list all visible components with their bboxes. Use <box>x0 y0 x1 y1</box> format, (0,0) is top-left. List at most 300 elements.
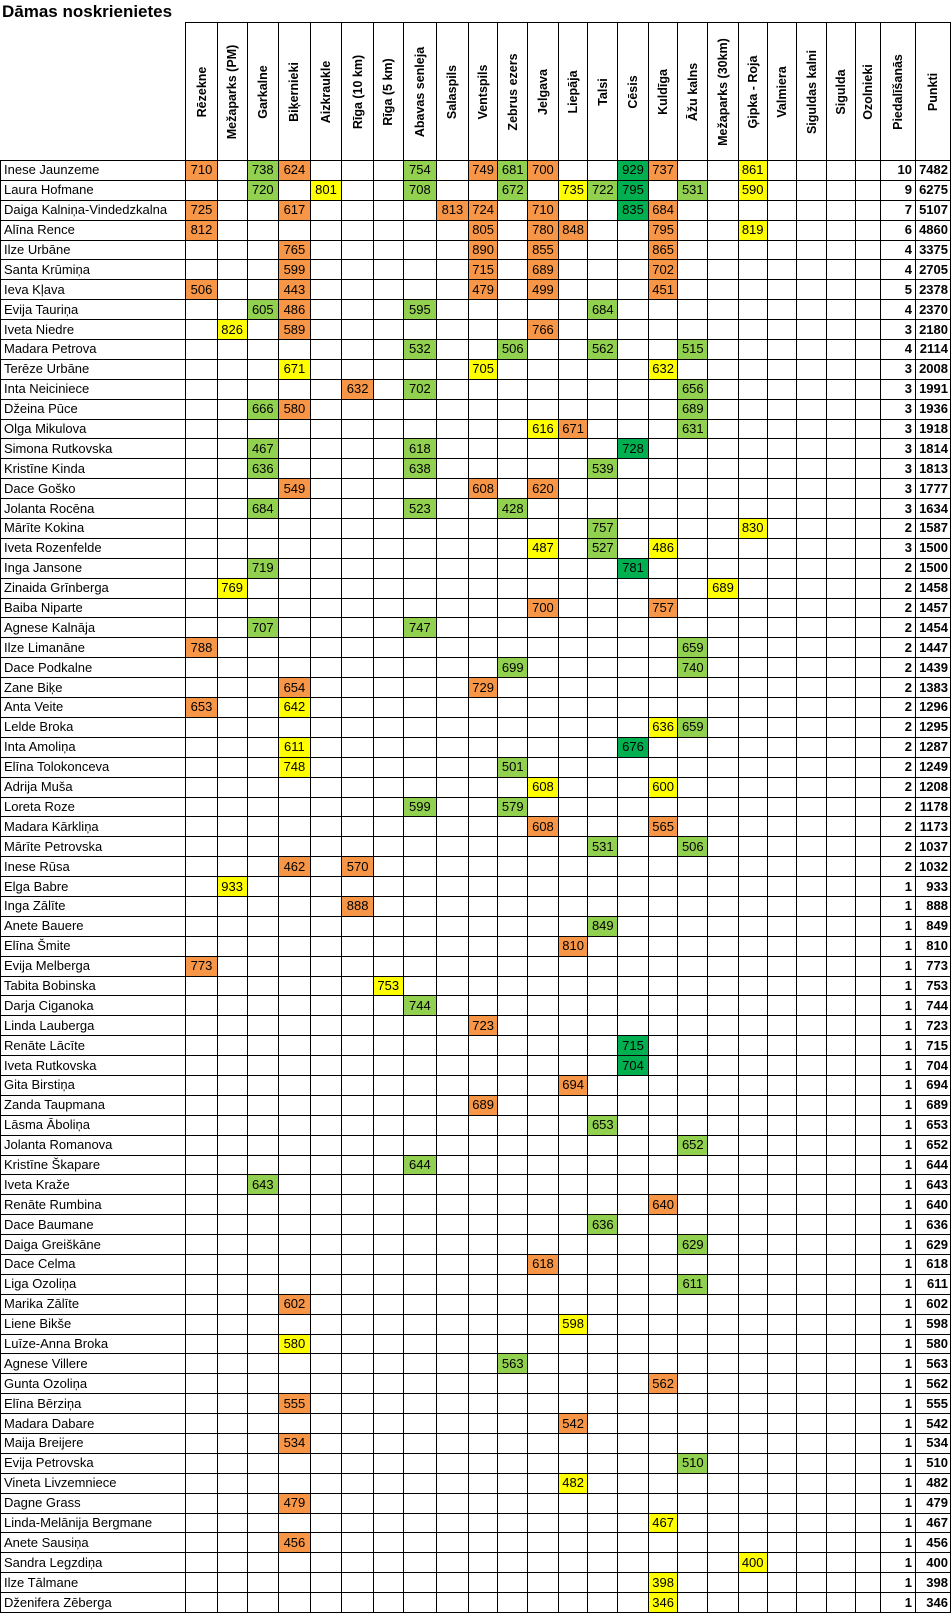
score-cell <box>558 240 588 260</box>
total-points: 2008 <box>915 359 950 379</box>
score-cell <box>708 1135 739 1155</box>
score-cell <box>855 817 880 837</box>
total-points: 1587 <box>915 519 950 539</box>
score-cell <box>217 956 247 976</box>
score-cell <box>648 419 678 439</box>
score-cell <box>247 1414 279 1434</box>
score-cell <box>618 499 649 519</box>
score-cell <box>498 678 528 698</box>
total-points: 6275 <box>915 180 950 200</box>
score-cell <box>498 638 528 658</box>
total-points: 1458 <box>915 578 950 598</box>
score-cell <box>797 1274 827 1294</box>
score-cell <box>708 618 739 638</box>
score-cell <box>217 1254 247 1274</box>
score-cell <box>738 340 767 360</box>
participation-count: 2 <box>880 558 915 578</box>
score-cell <box>708 359 739 379</box>
score-cell <box>403 1075 437 1095</box>
score-cell <box>247 837 279 857</box>
score-cell <box>678 1215 708 1235</box>
header-row <box>1 23 951 161</box>
score-cell: 676 <box>618 737 649 757</box>
score-cell <box>558 996 588 1016</box>
score-cell <box>437 1533 469 1553</box>
score-cell <box>186 837 218 857</box>
score-cell <box>678 598 708 618</box>
score-cell <box>342 1394 374 1414</box>
score-cell <box>437 1215 469 1235</box>
score-cell <box>498 1155 528 1175</box>
column-header <box>915 23 950 161</box>
score-cell <box>528 459 559 479</box>
score-cell <box>186 1513 218 1533</box>
table-row <box>1 479 951 499</box>
score-cell <box>468 956 498 976</box>
score-cell: 467 <box>648 1513 678 1533</box>
score-cell <box>618 1155 649 1175</box>
score-cell <box>342 618 374 638</box>
participation-count: 1 <box>880 1155 915 1175</box>
page-title: Dāmas noskrienietes <box>2 2 173 21</box>
participation-count: 1 <box>880 1553 915 1573</box>
score-cell: 632 <box>342 379 374 399</box>
score-cell <box>648 1095 678 1115</box>
score-cell: 487 <box>528 538 559 558</box>
score-cell <box>648 877 678 897</box>
score-cell <box>468 618 498 638</box>
score-cell <box>558 877 588 897</box>
total-points: 1454 <box>915 618 950 638</box>
score-cell <box>437 916 469 936</box>
score-cell <box>827 1254 856 1274</box>
score-cell <box>498 1075 528 1095</box>
score-cell <box>618 1533 649 1553</box>
score-cell <box>855 618 880 638</box>
score-cell <box>528 1334 559 1354</box>
score-cell <box>342 817 374 837</box>
score-cell <box>217 1414 247 1434</box>
score-cell <box>797 717 827 737</box>
total-points: 456 <box>915 1533 950 1553</box>
score-cell <box>618 1394 649 1414</box>
score-cell <box>279 797 311 817</box>
score-cell <box>186 1155 218 1175</box>
score-cell <box>437 1593 469 1613</box>
score-cell <box>310 737 342 757</box>
score-cell <box>498 260 528 280</box>
score-cell <box>403 1354 437 1374</box>
score-cell <box>528 956 559 976</box>
score-cell <box>310 558 342 578</box>
score-cell <box>738 678 767 698</box>
score-cell <box>708 340 739 360</box>
participation-count: 1 <box>880 1115 915 1135</box>
score-cell: 689 <box>708 578 739 598</box>
score-cell <box>827 1115 856 1135</box>
score-cell: 729 <box>468 678 498 698</box>
score-cell <box>373 1155 403 1175</box>
score-cell <box>437 439 469 459</box>
score-cell <box>373 1056 403 1076</box>
participation-count: 1 <box>880 1334 915 1354</box>
score-cell <box>279 777 311 797</box>
participation-count: 1 <box>880 1493 915 1513</box>
score-cell <box>558 916 588 936</box>
score-cell <box>618 538 649 558</box>
score-cell <box>827 180 856 200</box>
score-cell <box>738 379 767 399</box>
column-header-label: Zebrus ezers <box>505 52 520 131</box>
score-cell <box>217 240 247 260</box>
table-row <box>1 220 951 240</box>
score-cell <box>738 459 767 479</box>
score-cell <box>217 538 247 558</box>
score-cell <box>678 240 708 260</box>
score-cell <box>403 280 437 300</box>
score-cell <box>310 1075 342 1095</box>
score-cell <box>855 1593 880 1613</box>
score-cell <box>342 1533 374 1553</box>
score-cell <box>558 1334 588 1354</box>
score-cell <box>678 916 708 936</box>
score-cell <box>588 976 618 996</box>
total-points: 1032 <box>915 857 950 877</box>
score-cell <box>855 300 880 320</box>
total-points: 694 <box>915 1075 950 1095</box>
participation-count: 2 <box>880 717 915 737</box>
participation-count: 1 <box>880 936 915 956</box>
score-cell <box>468 916 498 936</box>
score-cell <box>797 638 827 658</box>
total-points: 753 <box>915 976 950 996</box>
score-cell <box>403 1414 437 1434</box>
score-cell <box>528 1095 559 1115</box>
score-cell <box>468 1573 498 1593</box>
score-cell <box>588 479 618 499</box>
score-cell <box>279 877 311 897</box>
score-cell <box>217 379 247 399</box>
total-points: 1439 <box>915 658 950 678</box>
score-cell <box>618 1175 649 1195</box>
score-cell <box>797 1115 827 1135</box>
score-cell: 890 <box>468 240 498 260</box>
score-cell <box>186 1453 218 1473</box>
score-cell <box>342 320 374 340</box>
score-cell <box>708 797 739 817</box>
score-cell <box>558 300 588 320</box>
score-cell <box>797 956 827 976</box>
score-cell <box>797 1215 827 1235</box>
score-cell <box>797 1056 827 1076</box>
score-cell <box>618 399 649 419</box>
score-cell <box>310 1016 342 1036</box>
score-cell <box>310 439 342 459</box>
score-cell <box>498 419 528 439</box>
score-cell <box>279 1254 311 1274</box>
score-cell <box>708 1593 739 1613</box>
column-header <box>738 23 767 161</box>
score-cell <box>310 459 342 479</box>
score-cell <box>618 1016 649 1036</box>
score-cell <box>468 1036 498 1056</box>
score-cell <box>498 1334 528 1354</box>
score-cell <box>797 1314 827 1334</box>
score-cell <box>767 638 797 658</box>
score-cell <box>279 1354 311 1374</box>
score-cell <box>797 240 827 260</box>
score-cell <box>468 1155 498 1175</box>
score-cell <box>186 1493 218 1513</box>
score-cell <box>708 1394 739 1414</box>
participation-count: 4 <box>880 300 915 320</box>
score-cell <box>558 1195 588 1215</box>
participation-count: 1 <box>880 996 915 1016</box>
table-row <box>1 1095 951 1115</box>
score-cell <box>648 1394 678 1414</box>
runner-name: Agnese Villere <box>1 1354 186 1374</box>
score-cell <box>217 1493 247 1513</box>
score-cell <box>558 717 588 737</box>
score-cell <box>648 1414 678 1434</box>
score-cell <box>588 1195 618 1215</box>
score-cell: 565 <box>648 817 678 837</box>
score-cell <box>342 180 374 200</box>
score-cell <box>437 359 469 379</box>
score-cell <box>618 1294 649 1314</box>
score-cell: 608 <box>528 817 559 837</box>
score-cell <box>186 379 218 399</box>
runner-name: Daiga Kalniņa-Vindedzkalna <box>1 200 186 220</box>
score-cell <box>310 1513 342 1533</box>
score-cell <box>528 558 559 578</box>
score-cell <box>708 1354 739 1374</box>
score-cell <box>342 1254 374 1274</box>
score-cell <box>279 1155 311 1175</box>
score-cell <box>528 1075 559 1095</box>
score-cell <box>373 1115 403 1135</box>
score-cell <box>558 538 588 558</box>
score-cell <box>827 280 856 300</box>
score-cell <box>437 817 469 837</box>
score-cell: 595 <box>403 300 437 320</box>
total-points: 346 <box>915 1593 950 1613</box>
score-cell <box>678 896 708 916</box>
score-cell <box>373 1553 403 1573</box>
score-cell <box>708 180 739 200</box>
score-cell <box>708 499 739 519</box>
table-row <box>1 598 951 618</box>
score-cell <box>342 340 374 360</box>
score-cell: 631 <box>678 419 708 439</box>
participation-count: 3 <box>880 419 915 439</box>
score-cell <box>373 1573 403 1593</box>
score-cell <box>468 1334 498 1354</box>
runner-name: Liga Ozoliņa <box>1 1274 186 1294</box>
score-cell: 643 <box>247 1175 279 1195</box>
score-cell <box>738 1115 767 1135</box>
score-cell <box>767 161 797 181</box>
score-cell <box>528 1016 559 1036</box>
score-cell <box>217 837 247 857</box>
score-cell <box>618 1235 649 1255</box>
total-points: 652 <box>915 1135 950 1155</box>
score-cell <box>528 1453 559 1473</box>
score-cell <box>528 1573 559 1593</box>
score-cell <box>342 1314 374 1334</box>
score-cell <box>247 1593 279 1613</box>
score-cell <box>468 1394 498 1414</box>
score-cell <box>498 1394 528 1414</box>
score-cell <box>827 857 856 877</box>
score-cell: 720 <box>247 180 279 200</box>
score-cell <box>247 240 279 260</box>
score-cell <box>528 896 559 916</box>
score-cell <box>186 1175 218 1195</box>
name-column-header <box>1 23 186 161</box>
score-cell <box>403 877 437 897</box>
score-cell <box>437 837 469 857</box>
score-cell <box>618 638 649 658</box>
score-cell <box>468 598 498 618</box>
table-row <box>1 260 951 280</box>
score-cell <box>738 1434 767 1454</box>
score-cell <box>648 678 678 698</box>
score-cell <box>588 618 618 638</box>
score-cell <box>342 916 374 936</box>
score-cell <box>186 1374 218 1394</box>
score-cell <box>437 1135 469 1155</box>
score-cell <box>767 1473 797 1493</box>
score-cell <box>588 220 618 240</box>
score-cell <box>342 1473 374 1493</box>
score-cell <box>373 1394 403 1414</box>
score-cell <box>342 598 374 618</box>
score-cell <box>310 698 342 718</box>
score-cell <box>708 1195 739 1215</box>
total-points: 1287 <box>915 737 950 757</box>
score-cell <box>528 1394 559 1414</box>
score-cell <box>310 1215 342 1235</box>
score-cell <box>738 1274 767 1294</box>
participation-count: 1 <box>880 976 915 996</box>
score-cell <box>797 419 827 439</box>
score-cell <box>708 837 739 857</box>
score-cell <box>618 1254 649 1274</box>
score-cell <box>797 1294 827 1314</box>
score-cell: 479 <box>468 280 498 300</box>
score-cell <box>468 1254 498 1274</box>
score-cell <box>678 757 708 777</box>
score-cell <box>373 240 403 260</box>
score-cell <box>797 817 827 837</box>
total-points: 636 <box>915 1215 950 1235</box>
score-cell <box>342 1593 374 1613</box>
score-cell <box>767 399 797 419</box>
score-cell <box>373 1016 403 1036</box>
score-cell <box>588 240 618 260</box>
score-cell <box>186 1195 218 1215</box>
score-cell <box>217 1334 247 1354</box>
score-cell <box>403 419 437 439</box>
score-cell <box>403 857 437 877</box>
score-cell <box>678 220 708 240</box>
score-cell <box>855 1115 880 1135</box>
score-cell <box>855 1135 880 1155</box>
score-cell <box>310 618 342 638</box>
table-row <box>1 419 951 439</box>
table-row <box>1 817 951 837</box>
score-cell <box>618 300 649 320</box>
score-cell <box>797 280 827 300</box>
score-cell <box>279 1235 311 1255</box>
column-header <box>855 23 880 161</box>
score-cell <box>437 300 469 320</box>
score-cell <box>855 896 880 916</box>
score-cell: 636 <box>247 459 279 479</box>
participation-count: 1 <box>880 1434 915 1454</box>
score-cell <box>708 1095 739 1115</box>
score-cell <box>373 1195 403 1215</box>
participation-count: 10 <box>880 161 915 181</box>
score-cell <box>498 1374 528 1394</box>
score-cell: 618 <box>403 439 437 459</box>
total-points: 1447 <box>915 638 950 658</box>
score-cell <box>767 757 797 777</box>
score-cell <box>373 777 403 797</box>
score-cell <box>437 1493 469 1513</box>
score-cell <box>342 1056 374 1076</box>
score-cell <box>468 459 498 479</box>
runner-name: Dženifera Zēberga <box>1 1593 186 1613</box>
score-cell <box>468 399 498 419</box>
score-cell: 781 <box>618 558 649 578</box>
score-cell <box>855 379 880 399</box>
score-cell <box>767 320 797 340</box>
participation-count: 2 <box>880 857 915 877</box>
score-cell <box>855 1513 880 1533</box>
score-cell <box>588 717 618 737</box>
score-cell <box>247 1513 279 1533</box>
score-cell <box>342 1036 374 1056</box>
score-cell <box>342 1294 374 1314</box>
score-cell <box>247 340 279 360</box>
score-cell <box>738 817 767 837</box>
score-cell <box>186 419 218 439</box>
score-cell <box>678 1553 708 1573</box>
score-cell <box>342 519 374 539</box>
column-header <box>797 23 827 161</box>
score-cell <box>279 459 311 479</box>
score-cell: 765 <box>279 240 311 260</box>
score-cell: 611 <box>678 1274 708 1294</box>
score-cell: 346 <box>648 1593 678 1613</box>
score-cell: 707 <box>247 618 279 638</box>
score-cell <box>738 280 767 300</box>
score-cell <box>855 1533 880 1553</box>
score-cell <box>797 976 827 996</box>
score-cell <box>247 877 279 897</box>
score-cell <box>558 1434 588 1454</box>
score-cell: 757 <box>648 598 678 618</box>
score-cell <box>738 1314 767 1334</box>
score-cell <box>708 1513 739 1533</box>
score-cell <box>738 578 767 598</box>
score-cell <box>498 359 528 379</box>
score-cell <box>373 379 403 399</box>
score-cell <box>767 1215 797 1235</box>
score-cell <box>827 1513 856 1533</box>
